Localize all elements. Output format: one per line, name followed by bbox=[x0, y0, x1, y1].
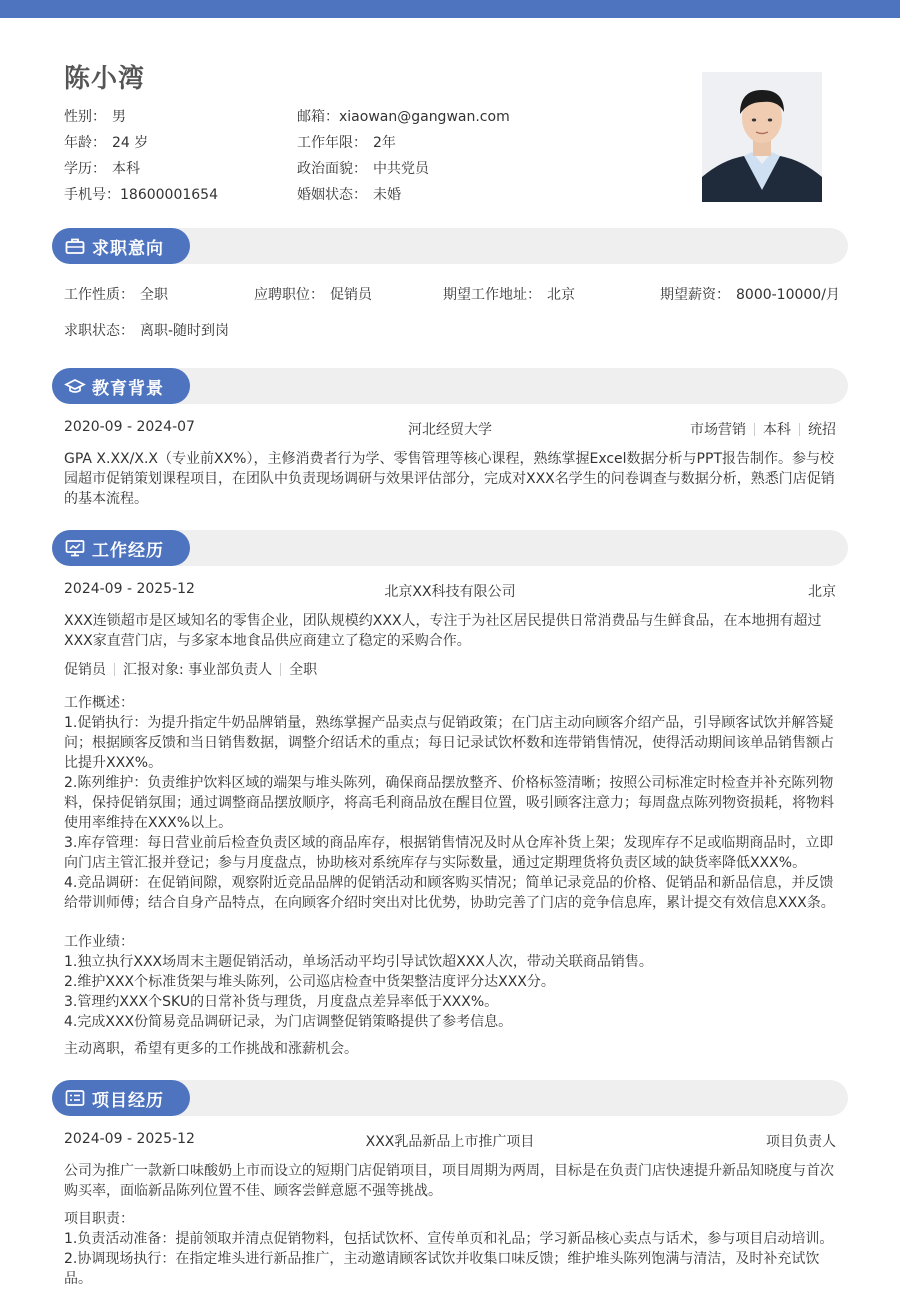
edu-period: 2020-09 - 2024-07 bbox=[64, 419, 195, 435]
project-duty-title: 项目职责： bbox=[64, 1211, 134, 1227]
section-header-project bbox=[52, 1080, 848, 1116]
section-header-work bbox=[52, 530, 848, 566]
work-overview-title: 工作概述： bbox=[64, 695, 134, 711]
project-duties bbox=[64, 1209, 840, 1289]
section-title-intent: 求职意向 bbox=[92, 238, 164, 259]
intent-type: 工作性质： 全职 bbox=[64, 287, 168, 303]
work-achieve-item: 3.管理约XXX个SKU的日常补货与理货，月度盘点差异率低于XXX%。 bbox=[64, 994, 499, 1010]
info-email: 邮箱：xiaowan@gangwan.com bbox=[297, 109, 510, 125]
project-name: XXX乳品新品上市推广项目 bbox=[365, 1134, 535, 1150]
graduation-cap-icon bbox=[64, 375, 86, 397]
work-overview-item: 1.促销执行：为提升指定牛奶品牌销量，熟练掌握产品卖点与促销政策；在门店主动向顾客介绍产品，引导顾客试饮并解答疑问；根据顾客反馈和当日销售数据，调整介绍话术的重点；每日记录试饮杯数和连带销售情况，使得活动期间该单品销售额占比提升XXX%。 bbox=[64, 715, 834, 771]
info-age: 年龄： 24 岁 bbox=[64, 135, 149, 151]
edu-meta: 市场营销 本科 统招 bbox=[690, 422, 836, 438]
work-overview-item: 2.陈列维护：负责维护饮料区域的端架与堆头陈列，确保商品摆放整齐、价格标签清晰；按照公司标准定时检查并补充陈列物料，保持促销氛围；通过调整商品摆放顺序，将高毛利商品放在醒目位置，吸引顾客注意力；每周盘点陈列物资损耗，将物料使用率维持在XXX%以上。 bbox=[64, 775, 834, 831]
info-phone: 手机号：18600001654 bbox=[64, 187, 218, 203]
intent-salary: 期望薪资： 8000-10000/月 bbox=[660, 287, 840, 303]
work-achieve-title: 工作业绩： bbox=[64, 934, 134, 950]
intent-position: 应聘职位： 促销员 bbox=[254, 287, 372, 303]
work-role-meta: 促销员 汇报对象: 事业部负责人 全职 bbox=[64, 662, 318, 678]
section-header-intent bbox=[52, 228, 848, 264]
work-leave-reason: 主动离职，希望有更多的工作挑战和涨薪机会。 bbox=[64, 1041, 358, 1057]
avatar-illustration bbox=[702, 72, 822, 202]
work-achieve-item: 1.独立执行XXX场周末主题促销活动，单场活动平均引导试饮超XXX人次，带动关联商品销售。 bbox=[64, 954, 653, 970]
project-description: 公司为推广一款新口味酸奶上市而设立的短期门店促销项目，项目周期为两周，目标是在负责门店快速提升新品知晓度与首次购买率，面临新品陈列位置不佳、顾客尝鲜意愿不强等挑战。 bbox=[64, 1163, 834, 1199]
info-politics: 政治面貌： 中共党员 bbox=[297, 161, 429, 177]
work-period: 2024-09 - 2025-12 bbox=[64, 581, 195, 597]
work-overview-item: 4.竞品调研：在促销间隙，观察附近竞品品牌的促销活动和顾客购买情况；简单记录竞品的价格、促销品和新品信息，并反馈给带训师傅；结合自身产品特点，在向顾客介绍时突出对比优势，协助完善了门店的竞争信息库，累计提交有效信息XXX条。 bbox=[64, 875, 835, 911]
edu-school: 河北经贸大学 bbox=[408, 422, 492, 438]
project-duty-item: 2.协调现场执行：在指定堆头进行新品推广，主动邀请顾客试饮并收集口味反馈；维护堆头陈列饱满与清洁，及时补充试饮品。 bbox=[64, 1251, 820, 1287]
section-title-work: 工作经历 bbox=[92, 540, 164, 561]
work-city: 北京 bbox=[808, 584, 836, 600]
project-role: 项目负责人 bbox=[766, 1134, 836, 1150]
work-company: 北京XX科技有限公司 bbox=[384, 584, 516, 600]
section-pill-intent bbox=[52, 228, 190, 264]
work-overview bbox=[64, 693, 840, 913]
work-achieve-item: 2.维护XXX个标准货架与堆头陈列，公司巡店检查中货架整洁度评分达XXX分。 bbox=[64, 974, 555, 990]
work-achievements bbox=[64, 932, 840, 1032]
profile-photo bbox=[702, 72, 822, 202]
project-duty-item: 1.负责活动准备：提前领取并清点促销物料，包括试饮杯、宣传单页和礼品；学习新品核心卖点与话术，参与项目启动培训。 bbox=[64, 1231, 834, 1247]
info-education: 学历： 本科 bbox=[64, 161, 140, 177]
top-accent-bar bbox=[0, 0, 900, 18]
section-title-project: 项目经历 bbox=[92, 1090, 164, 1111]
work-company-desc: XXX连锁超市是区域知名的零售企业，团队规模约XXX人，专注于为社区居民提供日常消费品与生鲜食品，在本地拥有超过XXX家直营门店，与多家本地食品供应商建立了稳定的采购合作。 bbox=[64, 613, 822, 649]
section-pill-project bbox=[52, 1080, 190, 1116]
work-achieve-item: 4.完成XXX份简易竞品调研记录，为门店调整促销策略提供了参考信息。 bbox=[64, 1014, 513, 1030]
candidate-name: 陈小湾 bbox=[64, 64, 146, 94]
info-gender: 性别： 男 bbox=[64, 109, 126, 125]
section-pill-work bbox=[52, 530, 190, 566]
info-experience: 工作年限： 2年 bbox=[297, 135, 396, 151]
info-marital: 婚姻状态： 未婚 bbox=[297, 187, 401, 203]
edu-description: GPA X.XX/X.X（专业前XX%），主修消费者行为学、零售管理等核心课程，熟练掌握Excel数据分析与PPT报告制作。参与校园超市促销策划课程项目，在团队中负责现场调研与效果评估部分，完成对XXX名学生的问卷调查与数据分析，熟悉门店促销的基本流程。 bbox=[64, 451, 835, 507]
section-title-education: 教育背景 bbox=[92, 378, 164, 399]
section-header-education bbox=[52, 368, 848, 404]
list-icon bbox=[64, 1087, 86, 1109]
project-period: 2024-09 - 2025-12 bbox=[64, 1131, 195, 1147]
work-overview-item: 3.库存管理：每日营业前后检查负责区域的商品库存，根据销售情况及时从仓库补货上架；发现库存不足或临期商品时，立即向门店主管汇报并登记；参与月度盘点，协助核对系统库存与实际数量，通过定期理货将负责区域的缺货率降低XXX%。 bbox=[64, 835, 834, 871]
presentation-icon bbox=[64, 537, 86, 559]
intent-location: 期望工作地址： 北京 bbox=[443, 287, 575, 303]
briefcase-icon bbox=[64, 235, 86, 257]
intent-status: 求职状态： 离职-随时到岗 bbox=[64, 323, 230, 339]
section-pill-education bbox=[52, 368, 190, 404]
